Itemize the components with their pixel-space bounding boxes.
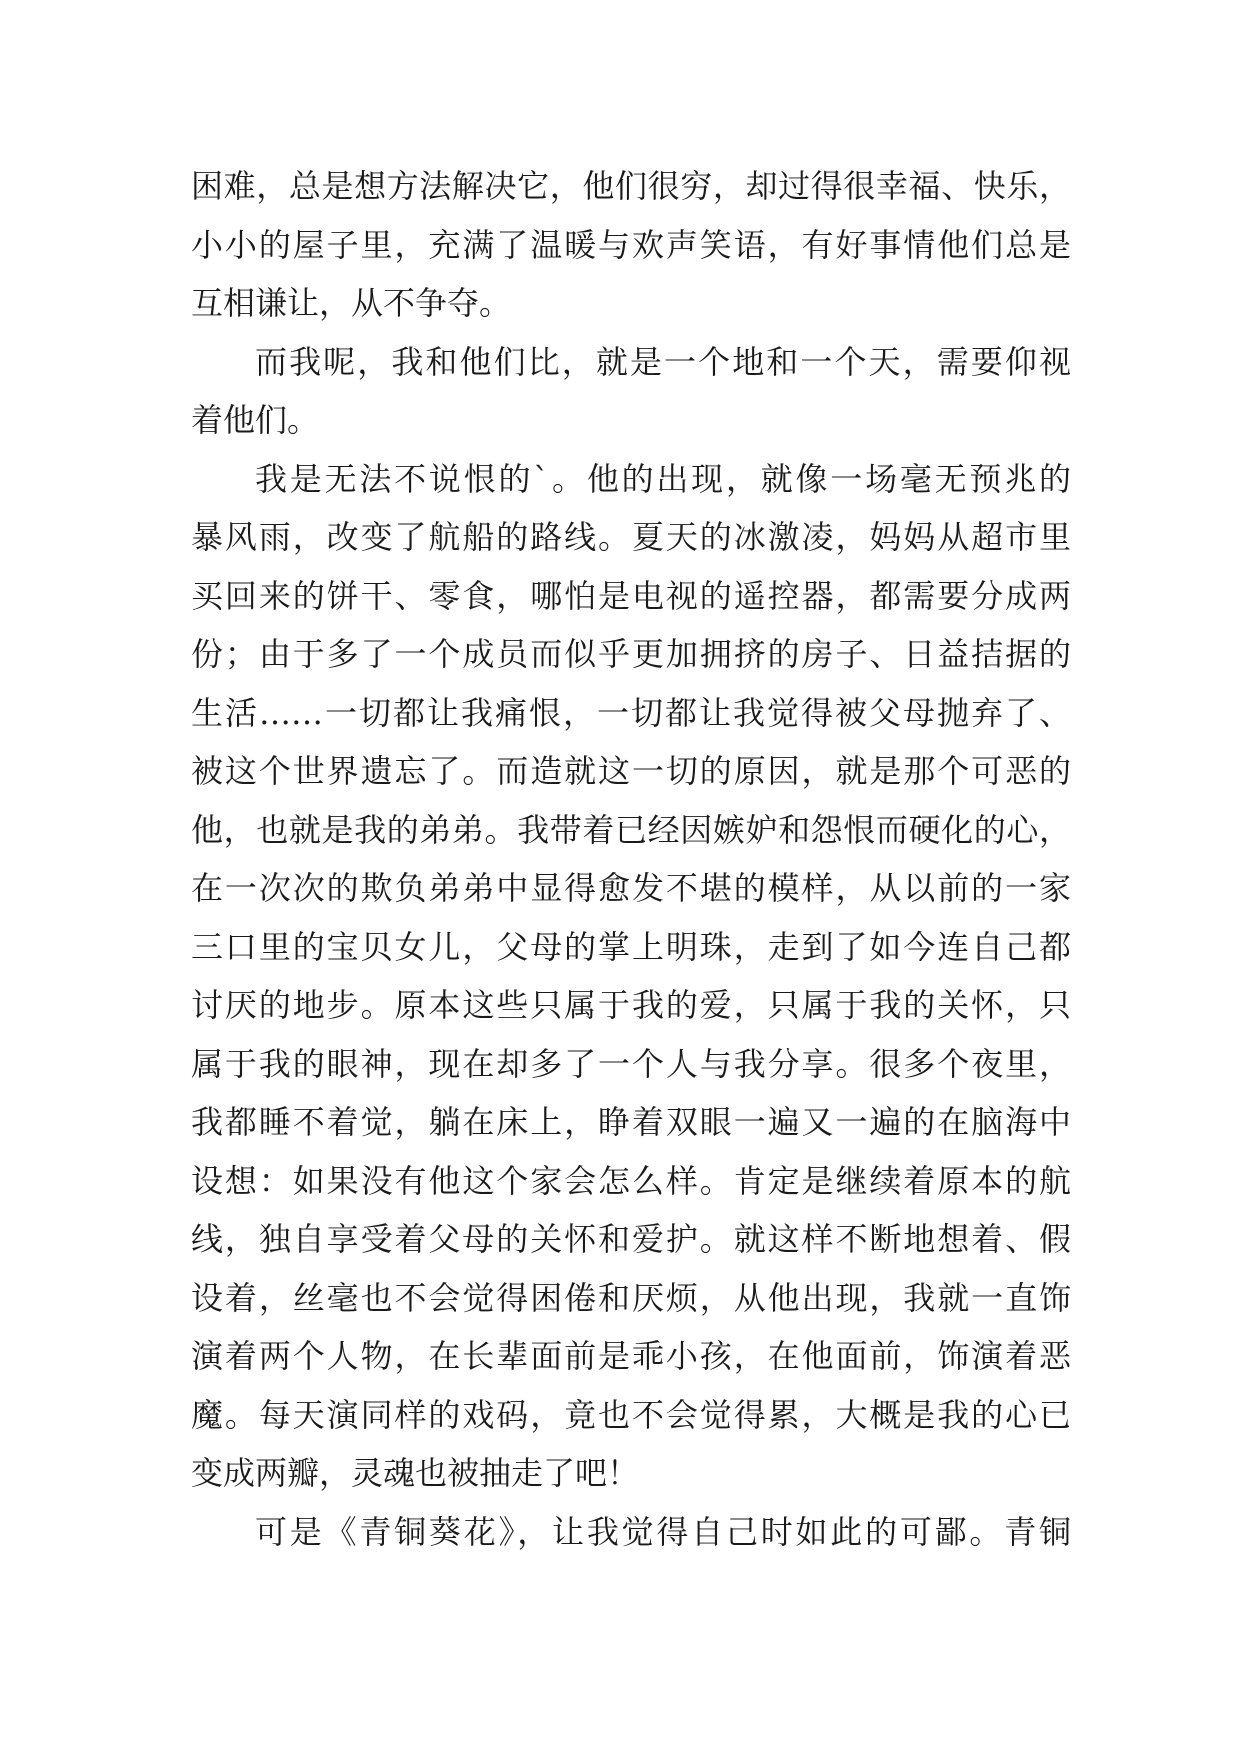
text-line: 互相谦让，从不争夺。 bbox=[191, 284, 512, 322]
text-line: 属于我的眼神，现在却多了一个人与我分享。很多个夜里， bbox=[191, 1044, 1071, 1083]
text-line: 买回来的饼干、零食，哪怕是电视的遥控器，都需要分成两 bbox=[191, 576, 1071, 615]
paragraph-first-line: 而我呢，我和他们比，就是一个地和一个天，需要仰视 bbox=[255, 342, 1071, 381]
text-line: 困难，总是想方法解决它，他们很穷，却过得很幸福、快乐， bbox=[191, 167, 1071, 205]
text-line: 讨厌的地步。原本这些只属于我的爱，只属于我的关怀，只 bbox=[191, 986, 1071, 1024]
text-line: 被这个世界遗忘了。而造就这一切的原因，就是那个可恶的 bbox=[191, 752, 1071, 790]
paragraph-first-line: 可是《青铜葵花》，让我觉得自己时如此的可鄙。青铜 bbox=[255, 1512, 1071, 1551]
text-line: 变成两瓣，灵魂也被抽走了吧！ bbox=[191, 1454, 640, 1492]
text-line: 线，独自享受着父母的关怀和爱护。就这样不断地想着、假 bbox=[191, 1220, 1071, 1258]
text-line: 着他们。 bbox=[191, 401, 320, 439]
text-line: 他，也就是我的弟弟。我带着已经因嫉妒和怨恨而硬化的心， bbox=[191, 810, 1071, 849]
paragraph-first-line: 我是无法不说恨的`。他的出现，就像一场毫无预兆的 bbox=[255, 459, 1071, 498]
text-line: 暴风雨，改变了航船的路线。夏天的冰激凌，妈妈从超市里 bbox=[191, 518, 1071, 556]
text-line: 我都睡不着觉，躺在床上，睁着双眼一遍又一遍的在脑海中 bbox=[191, 1103, 1071, 1141]
text-line: 三口里的宝贝女儿，父母的掌上明珠，走到了如今连自己都 bbox=[191, 927, 1071, 966]
text-line: 魔。每天演同样的戏码，竟也不会觉得累，大概是我的心已 bbox=[191, 1395, 1071, 1434]
text-line: 演着两个人物，在长辈面前是乖小孩，在他面前，饰演着恶 bbox=[191, 1337, 1071, 1375]
text-line: 份；由于多了一个成员而似乎更加拥挤的房子、日益拮据的 bbox=[191, 635, 1071, 673]
text-line: 设想：如果没有他这个家会怎么样。肯定是继续着原本的航 bbox=[191, 1161, 1071, 1200]
text-line: 生活……一切都让我痛恨，一切都让我觉得被父母抛弃了、 bbox=[191, 693, 1071, 732]
text-line: 设着，丝毫也不会觉得困倦和厌烦，从他出现，我就一直饰 bbox=[191, 1278, 1071, 1317]
body-text bbox=[191, 157, 1071, 1561]
text-line: 小小的屋子里，充满了温暖与欢声笑语，有好事情他们总是 bbox=[191, 225, 1071, 264]
text-line: 在一次次的欺负弟弟中显得愈发不堪的模样，从以前的一家 bbox=[191, 869, 1071, 907]
